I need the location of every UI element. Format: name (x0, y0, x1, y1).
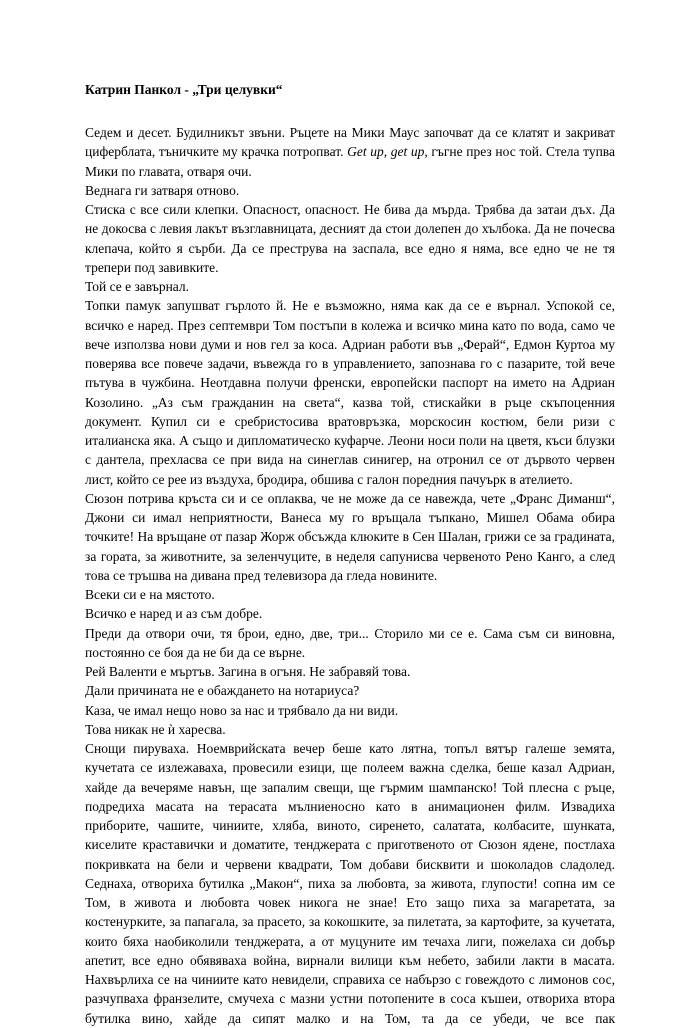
paragraph: Всичко е наред и аз съм добре. (85, 606, 263, 622)
paragraph: Веднага ги затваря отново. (85, 182, 240, 198)
paragraph (85, 123, 615, 181)
document-body (85, 123, 615, 1028)
paragraph: Каза, че имал нещо ново за нас и трябвало да ни види. (85, 702, 399, 718)
document-title: Катрин Панкол - „Три целувки“ (85, 82, 283, 97)
paragraph: Това никак не ѝ харесва. (85, 721, 226, 737)
paragraph: Дали причината не е обаждането на нотариуса? (85, 683, 360, 699)
paragraph: Стиска с все сили клепки. Опасност, опасност. Не бива да мърда. Трябва да затаи дъх. Да не докосва с левия лакът възглавницата, десният да стои долепен до хълбока. Да не почесва клепача, който я сърби. Да се преструва на заспала, все едно я няма, все едно че не тя трепери под завивките. (85, 202, 615, 275)
italic-phrase: Get up, get up (347, 144, 425, 160)
paragraph: Снощи пируваха. Ноемврийската вечер беше като лятна, топъл вятър галеше земята, кучетата се излежаваха, провесили езици, ще полеем важна сделка, беше казал Адриан, хайде да вечеряме навън, ще запалим свещи, ще гърмим шампанско! Той плесна с ръце, подредиха масата на терасата мълниеносно като в анимационен филм. Извадиха приборите, чашите, чиниите, хляба, виното, сиренето, салатата, колбасите, шунката, киселите краставички и доматите, тенджерата с приготвеното от Сюзон ядене, постлаха покривката на бели и червени квадрати, Том добави бисквити и шоколадов сладолед. Седнаха, отвориха бутилка „Макон“, пиха за любовта, за живота, глупости! сопна им се Том, в живота и любовта човек никога не знае! Ето защо пиха за магаретата, за костенурките, за папагала, за прасето, за кокошките, за пилетата, за картофите, за кучетата, които бяха наобиколили тенджерата, а от муцуните им течаха лиги, пожелаха си добър апетит, все едно обявяваха война, вирнали вилици към небето, забили лакти в масата. Нахвърлиха се на чиниите като невидели, справиха се набързо с говеждото с лимонов сос, разчупваха франзелите, смучеха с мазни устни потопените в соса къшеи, отвориха втора бутилка вино, хайде да сипят малко и на Том, та да се убеди, че все пак (85, 741, 615, 1026)
paragraph: Всеки си е на мястото. (85, 587, 215, 602)
paragraph: Преди да отвори очи, тя брои, едно, две, три... Сторило ми се е. Сама съм си виновна, постоянно се боя да не би да се върне. (85, 625, 615, 660)
paragraph: Рей Валенти е мъртъв. Загина в огъня. Не забравяй това. (85, 664, 411, 679)
paragraph-text: Седем и десет. Будилникът звъни. Ръцете на Мики Маус започват да се клатят и закриват циферблата, тъничките му крачка потропват. (85, 125, 615, 160)
paragraph: Сюзон потрива кръста си и се оплаква, че не може да се навежда, чете „Франс Диманш“, Джони си имал неприятности, Ванеса му го връщала тъпкано, Мишел Обама обира точките! На връщане от пазар Жорж обсъжда клюките в Сен Шалан, грижи се за градината, за гората, за животните, за зеленчуците, в неделя сапунисва червеното Рено Канго, а след това се тръшва на дивана пред телевизора да гледа новините. (85, 490, 615, 583)
paragraph: Той се е завърнал. (85, 279, 190, 294)
paragraph-text: , гъгне през нос той. Стела тупва Мики по главата, отваря очи. (85, 144, 615, 179)
paragraph: Топки памук запушват гърлото й. Не е възможно, няма как да се е върнал. Успокой се, всичко е наред. През септември Том постъпи в колежа и всичко мина като по вода, само че вече използва нови думи и нов гел за коса. Адриан работи във „Ферай“, Едмон Куртоа му поверява все повече задачи, въвежда го в управлението, запознава го с пазарите, той вече пътува в чужбина. Неотдавна получи френски, европейски паспорт на името на Адриан Козолино. „Аз съм гражданин на света“, казва той, стискайки в ръце скъпоценния документ. Купил си е сребристосива вратовръзка, морскосин костюм, бели ризи с италианска яка. А също и дипломатическо куфарче. Леони носи поли на цветя, къси блузки с дантела, прехласва се при вида на синеглав синигер, на отронил се от дървото червен лист, който се рее из въздуха, бродира, обшива с галон поредния пачуърк в ателието. (85, 298, 615, 487)
